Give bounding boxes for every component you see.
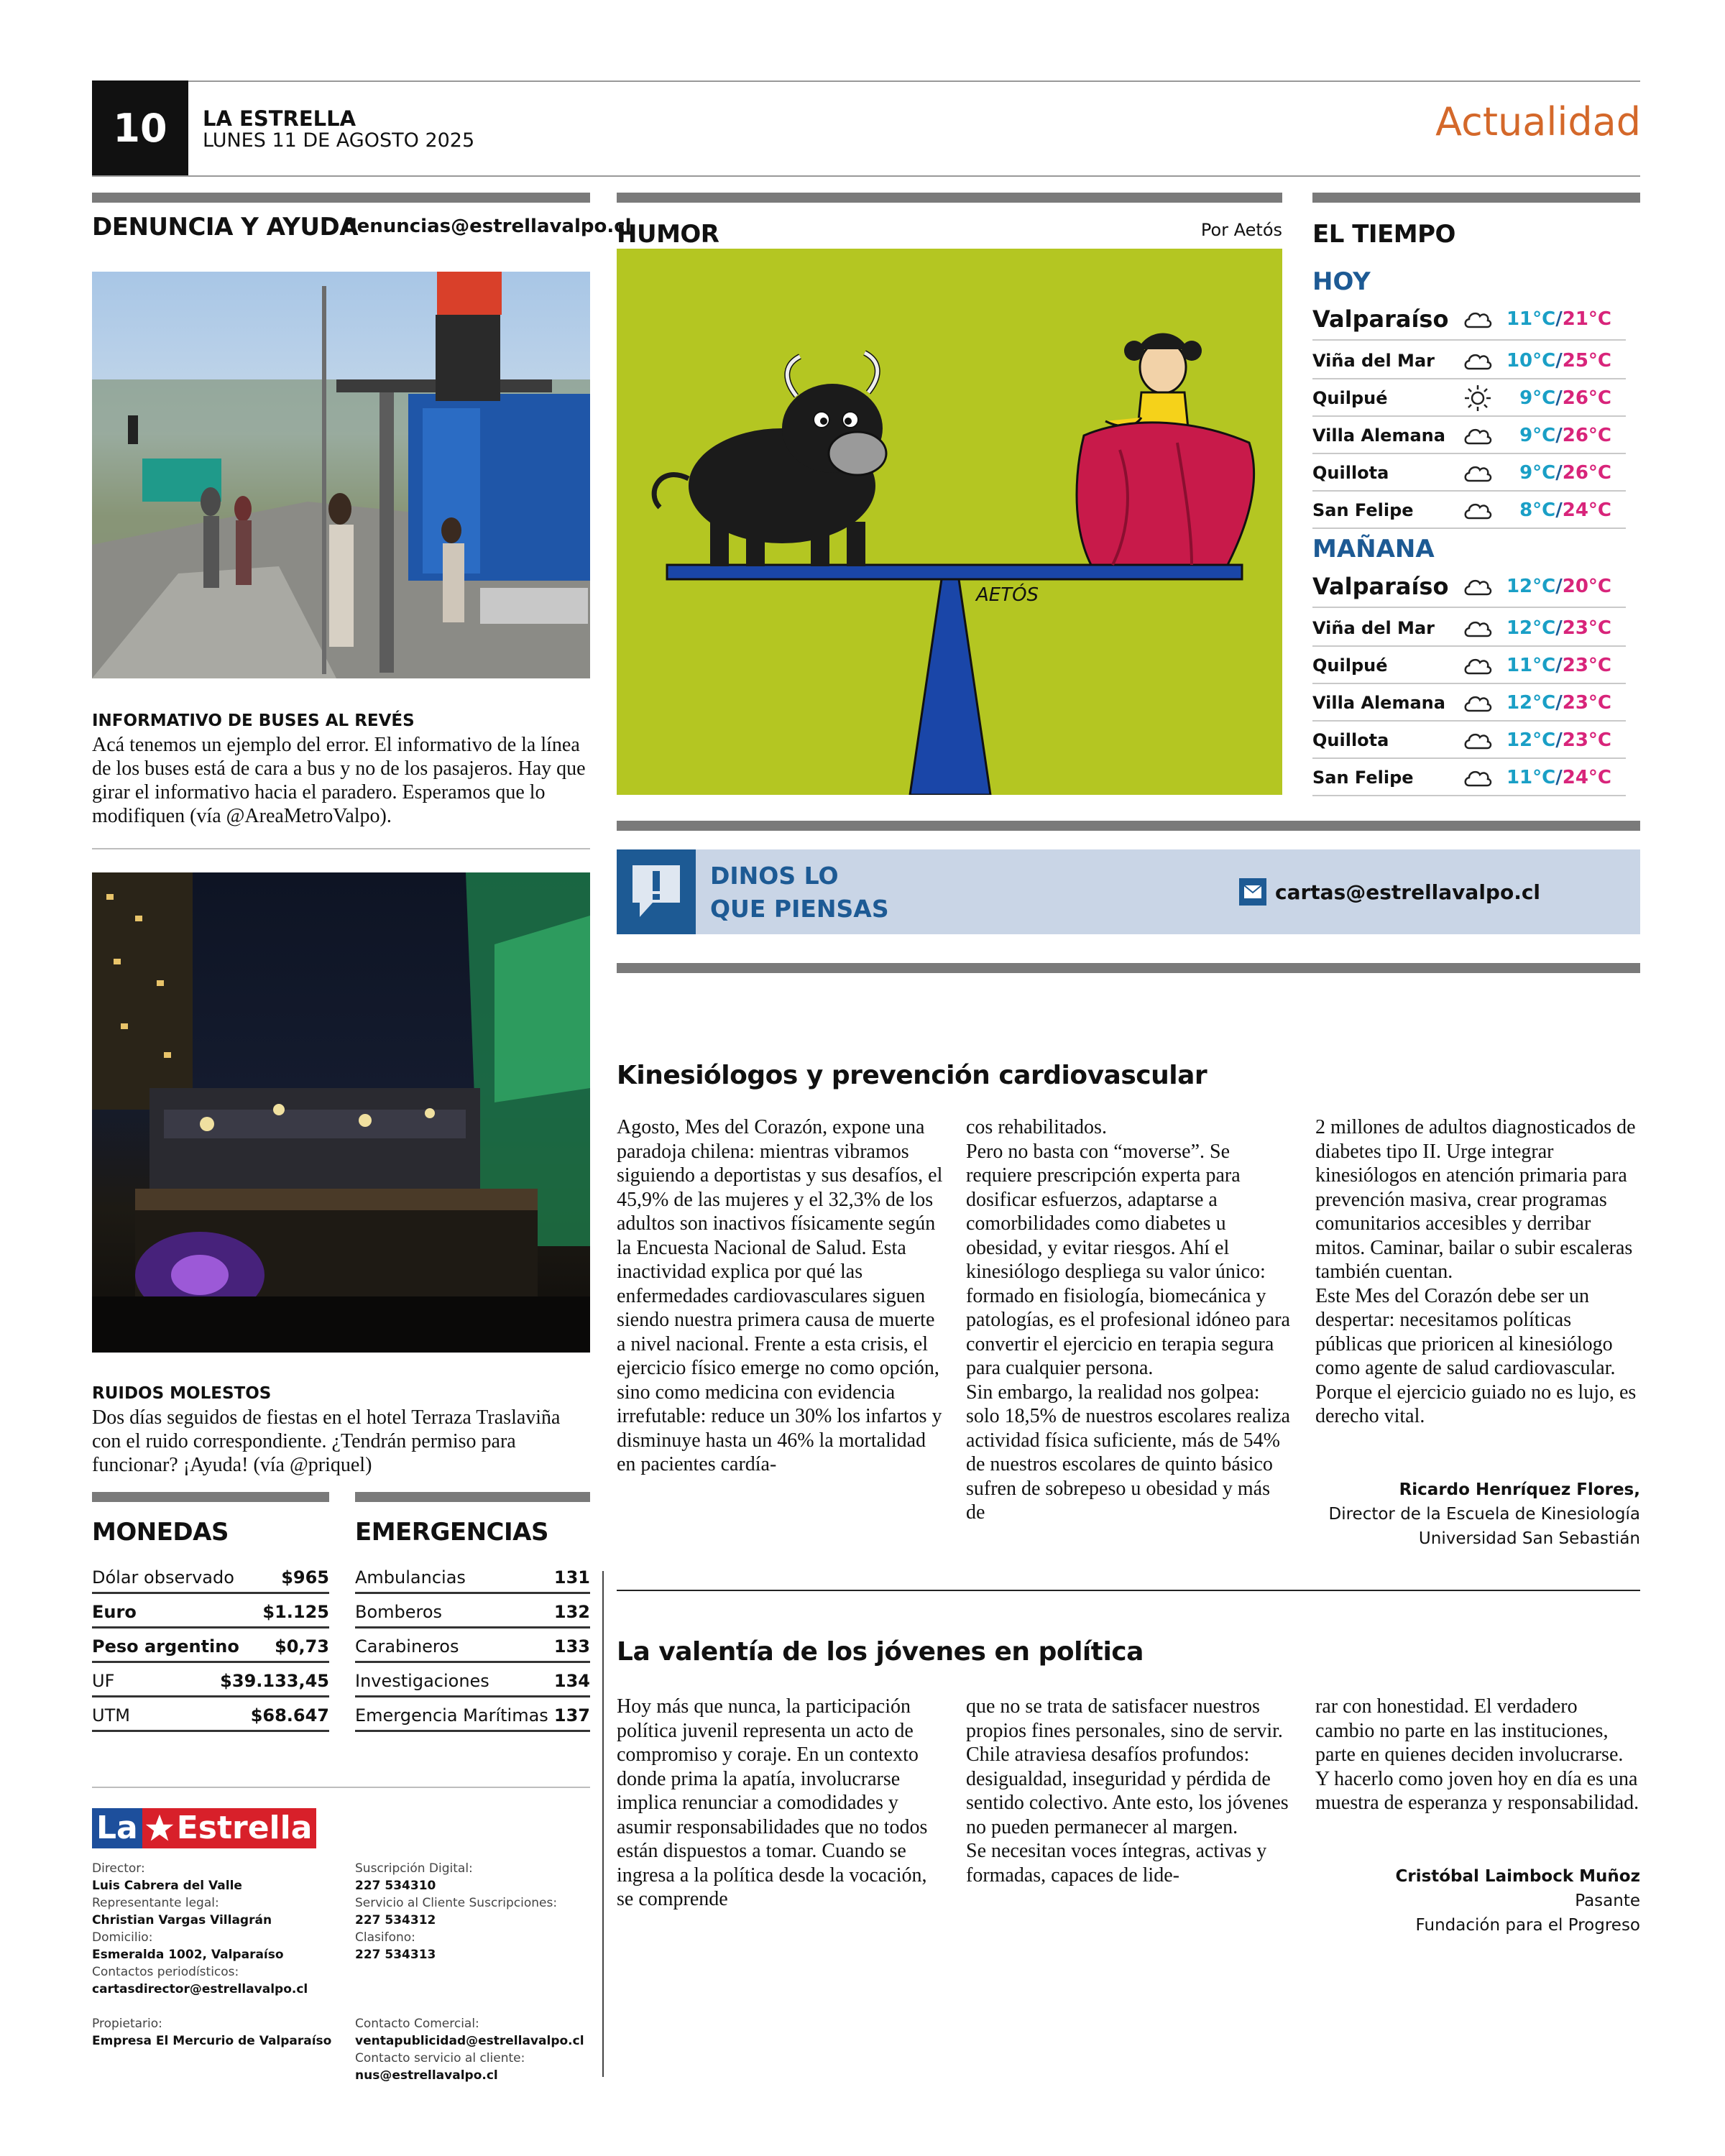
monedas-row: UTM $68.647 bbox=[92, 1700, 329, 1732]
monedas-title: MONEDAS bbox=[92, 1518, 229, 1547]
logo-estrella: Estrella bbox=[177, 1808, 317, 1848]
night-party-illustration bbox=[92, 872, 590, 1353]
weather-row bbox=[1312, 493, 1626, 529]
logo-star-icon bbox=[142, 1808, 177, 1848]
article2-signature: Cristóbal Laimbock Muñoz Pasante Fundación para el Progreso bbox=[1395, 1867, 1640, 1935]
dinos-bottom-rule bbox=[617, 963, 1640, 973]
article2-col2: que no se trata de satisfacer nuestros propios fines personales, sino de servir. Chile atraviesa desafíos profundos: desigualdad, inseguridad y pérdida de sentido colectivo. Ante esto, los jóvenes no pueden permanecer al margen. Se necesitan voces íntegras, activas y formadas, capaces de lide- bbox=[966, 1695, 1289, 1886]
emergencias-title: EMERGENCIAS bbox=[355, 1518, 548, 1547]
dinos-heading: DINOS LO QUE PIENSAS bbox=[710, 862, 889, 923]
cloud-icon bbox=[1456, 346, 1499, 375]
weather-temp: 8°C/24°C bbox=[1519, 499, 1611, 521]
article2-title: La valentía de los jóvenes en política bbox=[617, 1637, 1144, 1667]
article-divider bbox=[617, 1590, 1640, 1591]
weather-temp: 12°C/20°C bbox=[1506, 576, 1611, 597]
masthead-info-left: Director: Luis Cabrera del Valle Representante legal: Christian Vargas Villagrán Domicilio: Esmeralda 1002, Valparaíso Contactos periodísticos: cartasdirector@estrellavalpo.cl Propietario: Empresa El Mercurio de Valparaíso bbox=[92, 1861, 332, 2048]
cloud-icon bbox=[1456, 572, 1499, 601]
cloud-icon bbox=[1456, 614, 1499, 642]
weather-rule bbox=[1312, 193, 1640, 203]
weather-temp: 11°C/23°C bbox=[1506, 655, 1611, 676]
humor-rule bbox=[617, 193, 1282, 203]
weather-tomorrow-label: MAÑANA bbox=[1312, 535, 1435, 563]
emergencias-row: Ambulancias 131 bbox=[355, 1562, 590, 1594]
caption-body-buses: Acá tenemos un ejemplo del error. El informativo de la línea de los buses está de cara a bus y no de los pasajeros. Hay que girar el informativo hacia el paradero. Esperamos que lo modifiquen (vía @AreaMetroValpo). bbox=[92, 734, 586, 827]
emergencias-row: Investigaciones 134 bbox=[355, 1666, 590, 1697]
monedas-row: Euro $1.125 bbox=[92, 1597, 329, 1628]
masthead-info-right: Suscripción Digital: 227 534310 Servicio al Cliente Suscripciones: 227 534312 Clasifono: 227 534313 Contacto Comercial: ventapublicidad@estrellavalpo.cl Contacto servicio al cliente: nus@estrellavalpo.cl bbox=[355, 1861, 584, 2083]
weather-row bbox=[1312, 760, 1626, 796]
weather-city: Viña del Mar bbox=[1312, 618, 1435, 638]
article1-signature: Ricardo Henríquez Flores, Director de la Escuela de Kinesiología Universidad San Sebastián bbox=[1328, 1480, 1640, 1548]
weather-row bbox=[1312, 648, 1626, 684]
article2-col3: rar con honestidad. El verdadero cambio no parte en las instituciones, parte en quienes deciden involucrarse. Y hacerlo como joven hoy en día es una muestra de esperanza y responsabilidad. bbox=[1315, 1695, 1639, 1814]
dinos-top-rule bbox=[617, 821, 1640, 831]
humor-cartoon bbox=[617, 249, 1282, 795]
paper-name: LA ESTRELLA bbox=[203, 106, 356, 131]
cloud-icon bbox=[1456, 459, 1499, 487]
exclamation-icon bbox=[617, 849, 696, 934]
monedas-row: Peso argentino $0,73 bbox=[92, 1631, 329, 1663]
weather-temp: 12°C/23°C bbox=[1506, 729, 1611, 751]
weather-row bbox=[1312, 344, 1626, 379]
paper-date: LUNES 11 DE AGOSTO 2025 bbox=[203, 129, 475, 152]
weather-city: Villa Alemana bbox=[1312, 425, 1445, 446]
emergencias-row: Carabineros 133 bbox=[355, 1631, 590, 1663]
weather-temp: 12°C/23°C bbox=[1506, 617, 1611, 639]
page-number: 10 bbox=[92, 80, 188, 175]
cloud-icon bbox=[1456, 726, 1499, 755]
article2-col1: Hoy más que nunca, la participación política juvenil representa un acto de compromiso y coraje. En un contexto donde prima la apatía, involucrarse implica renunciar a comodidades y asumir responsabilidades que no todos están dispuestos a tomar. Cuando se ingresa a la política desde la vocación, se comprende bbox=[617, 1695, 928, 1910]
column-divider bbox=[602, 1571, 604, 2077]
cloud-icon bbox=[1456, 496, 1499, 525]
cloud-icon bbox=[1456, 651, 1499, 680]
monedas-row: UF $39.133,45 bbox=[92, 1666, 329, 1697]
weather-today-label: HOY bbox=[1312, 267, 1371, 296]
weather-row bbox=[1312, 566, 1626, 608]
weather-city: Quilpué bbox=[1312, 655, 1388, 676]
la-estrella-logo bbox=[92, 1808, 316, 1848]
weather-temp: 9°C/26°C bbox=[1519, 462, 1611, 484]
weather-temp: 9°C/26°C bbox=[1519, 387, 1611, 409]
weather-city: Valparaíso bbox=[1312, 305, 1449, 333]
humor-title: HUMOR bbox=[617, 220, 719, 249]
weather-temp: 10°C/25°C bbox=[1506, 350, 1611, 372]
dinos-email-link[interactable] bbox=[1239, 878, 1540, 906]
header-top-rule bbox=[92, 80, 1640, 82]
section-name: Actualidad bbox=[1435, 99, 1641, 144]
article1-col1: Agosto, Mes del Corazón, expone una paradoja chilena: mientras vibramos siguiendo a deportistas y sus desafíos, el 45,9% de las mujeres y el 32,3% de los adultos son inactivos físicamente según la Encuesta Nacional de Salud. Esta inactividad explica por qué las enfermedades cardiovasculares siguen siendo nuestra primera causa de muerte a nivel nacional. Frente a esta crisis, el ejercicio físico emerge no como opción, sino como medicina con evidencia irrefutable: reduce un 30% los infartos y disminuye hasta un 46% la mortalidad en pacientes cardía- bbox=[617, 1116, 943, 1475]
emergencias-row: Emergencia Marítimas 137 bbox=[355, 1700, 590, 1732]
weather-row bbox=[1312, 456, 1626, 492]
night-party-photo bbox=[92, 872, 590, 1353]
weather-temp: 9°C/26°C bbox=[1519, 425, 1611, 446]
weather-city: San Felipe bbox=[1312, 500, 1414, 520]
caption-body-ruidos: Dos días seguidos de fiestas en el hotel Terraza Traslaviña con el ruido correspondiente. ¿Tendrán permiso para funcionar? ¡Ayuda! (vía @priquel) bbox=[92, 1406, 561, 1476]
weather-title: EL TIEMPO bbox=[1312, 220, 1455, 249]
weather-row bbox=[1312, 686, 1626, 722]
article1-col2: cos rehabilitados. Pero no basta con “moverse”. Se requiere prescripción experta para dosificar esfuerzos, adaptarse a comorbilidades como diabetes u obesidad, y evitar riesgos. Ahí el kinesiólogo despliega su valor único: formado en fisiología, biomecánica y patologías, es el profesional idóneo para convertir el ejercicio en terapia segura para cualquier persona. Sin embargo, la realidad nos golpea: solo 18,5% de nuestros escolares realiza actividad física suficiente, más de 54% de nuestros escolares de quinto básico sufren de sobrepeso u obesidad y más de bbox=[966, 1116, 1290, 1524]
weather-city: Quillota bbox=[1312, 463, 1389, 483]
weather-temp: 12°C/23°C bbox=[1506, 692, 1611, 714]
masthead-rule bbox=[92, 1787, 590, 1788]
emergencias-row: Bomberos 132 bbox=[355, 1597, 590, 1628]
weather-row bbox=[1312, 723, 1626, 759]
denuncias-email[interactable]: denuncias@estrellavalpo.cl bbox=[344, 216, 632, 237]
emergencias-rule bbox=[355, 1492, 590, 1502]
monedas-rule bbox=[92, 1492, 329, 1502]
monedas-row: Dólar observado $965 bbox=[92, 1562, 329, 1594]
weather-city: Valparaíso bbox=[1312, 573, 1449, 600]
weather-temp: 11°C/21°C bbox=[1506, 308, 1611, 330]
weather-row bbox=[1312, 299, 1626, 341]
weather-city: San Felipe bbox=[1312, 768, 1414, 788]
cloud-icon bbox=[1456, 688, 1499, 717]
cloud-icon bbox=[1456, 763, 1499, 792]
cloud-icon bbox=[1456, 421, 1499, 450]
sun-icon bbox=[1456, 384, 1499, 413]
mail-icon bbox=[1239, 878, 1266, 906]
cloud-icon bbox=[1456, 305, 1499, 333]
cartoon-signature: AETÓS bbox=[976, 584, 1039, 606]
denuncias-rule bbox=[92, 193, 590, 203]
bus-stop-photo bbox=[92, 272, 590, 678]
dinos-email[interactable]: cartas@estrellavalpo.cl bbox=[1275, 880, 1541, 904]
weather-city: Viña del Mar bbox=[1312, 351, 1435, 371]
caption-title-buses: INFORMATIVO DE BUSES AL REVÉS bbox=[92, 711, 415, 730]
caption-title-ruidos: RUIDOS MOLESTOS bbox=[92, 1384, 272, 1403]
article1-col3: 2 millones de adultos diagnosticados de diabetes tipo II. Urge integrar kinesiólogos en atención primaria para prevención masiva, crear programas comunitarios accesibles y derribar mitos. Caminar, bailar o subir escaleras también cuentan. Este Mes del Corazón debe ser un despertar: necesitamos políticas públicas que prioricen al kinesiólogo como agente de salud cardiovascular. Porque el ejercicio guiado no es lujo, es derecho vital. bbox=[1315, 1116, 1637, 1427]
caption-divider bbox=[92, 848, 590, 849]
weather-city: Villa Alemana bbox=[1312, 693, 1445, 713]
humor-author: Por Aetós bbox=[1200, 220, 1282, 240]
article1-title: Kinesiólogos y prevención cardiovascular bbox=[617, 1061, 1208, 1090]
bus-stop-illustration bbox=[92, 272, 590, 678]
weather-row bbox=[1312, 611, 1626, 647]
weather-row bbox=[1312, 418, 1626, 454]
weather-row bbox=[1312, 381, 1626, 417]
logo-la: La bbox=[92, 1808, 142, 1848]
header-bottom-rule bbox=[92, 175, 1640, 177]
weather-city: Quilpué bbox=[1312, 388, 1388, 408]
bull-torero-cartoon bbox=[617, 249, 1282, 795]
denuncias-title: DENUNCIA Y AYUDA bbox=[92, 213, 359, 241]
weather-city: Quillota bbox=[1312, 730, 1389, 750]
weather-temp: 11°C/24°C bbox=[1506, 767, 1611, 788]
